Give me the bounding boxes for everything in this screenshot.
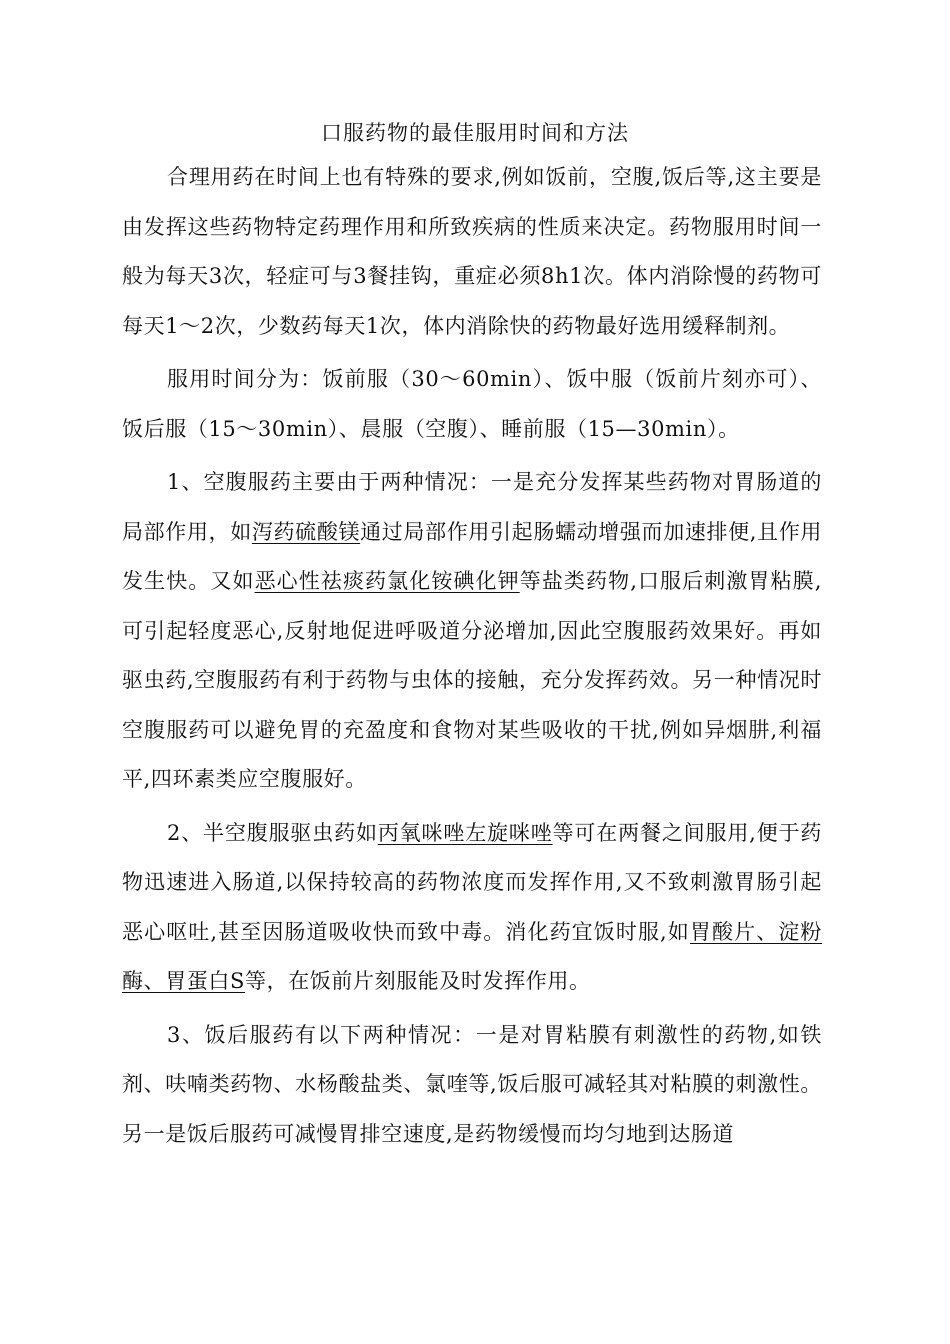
underlined-drug-name: 胃酸片、淀粉酶、胃蛋白S — [122, 919, 822, 993]
underlined-drug-name: 丙氧咪唑左旋咪唑 — [377, 820, 553, 845]
underlined-drug-name: 恶心性祛痰药氯化铵碘化钾 — [254, 569, 520, 593]
underlined-drug-name: 泻药硫酸镁 — [251, 519, 361, 544]
text-run: 通过局部作用引起肠蠕动增强而加速排便,且作用发生快。又如 — [122, 519, 823, 593]
text-run: 2、半空腹服驱虫药如 — [167, 820, 378, 845]
paragraph-intro: 合理用药在时间上也有特殊的要求,例如饭前，空腹,饭后等,这主要是由发挥这些药物特定药理作用和所致疾病的性质来决定。药物服用时间一般为每天3次，轻症可与3餐挂钩，重症必须8h1次。体内消除慢的药物可每天1～2次，少数药每天1次，体内消除快的药物最好选用缓释制剂。 — [122, 165, 822, 338]
text-run: 等盐类药物,口服后刺激胃粘膜,可引起轻度恶心,反射地促进呼吸道分泌增加,因此空腹服药效果好。再如驱虫药,空腹服药有利于药物与虫体的接触，充分发挥药效。另一种情况时空腹服药可以避免胃的充盈度和食物对某些吸收的干扰,例如异烟肼,利福平,四环素类应空腹服好。 — [122, 569, 822, 791]
paragraph-timing: 服用时间分为：饭前服（30～60min）、饭中服（饭前片刻亦可）、饭后服（15～30min）、晨服（空腹）、睡前服（15—30min）。 — [122, 367, 822, 441]
paragraph-after-meal: 3、饭后服药有以下两种情况：一是对胃粘膜有刺激性的药物,如铁剂、呋喃类药物、水杨酸盐类、氯喹等,饭后服可减轻其对粘膜的刺激性。另一是饭后服药可减慢胃排空速度,是药物缓慢而均匀地到达肠道 — [122, 1022, 822, 1146]
paragraph-empty-stomach — [122, 458, 822, 805]
text-run: 等，在饭前片刻服能及时发挥作用。 — [245, 969, 591, 993]
text-run: 1、空腹服药主要由于两种情况：一是充分发挥某些药物对胃肠道的局部作用，如 — [122, 470, 822, 544]
paragraph-half-empty-stomach — [122, 809, 822, 1007]
document-body — [122, 153, 822, 1159]
text-run: 等可在两餐之间服用,便于药物迅速进入肠道,以保持较高的药物浓度而发挥作用,又不致刺激胃肠引起恶心呕吐,甚至因肠道吸收快而致中毒。消化药宜饭时服,如 — [122, 820, 822, 944]
document-title: 口服药物的最佳服用时间和方法 — [321, 121, 629, 145]
